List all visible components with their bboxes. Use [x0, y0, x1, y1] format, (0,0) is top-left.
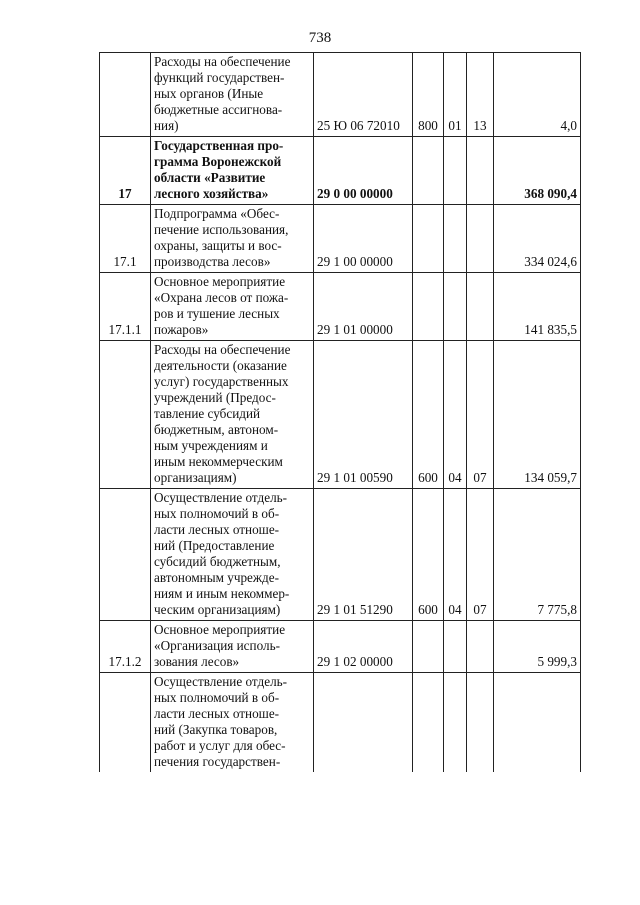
amount-cell: 7 775,8: [494, 489, 581, 621]
target-code-cell: 29 1 01 00000: [314, 273, 413, 341]
subsection-cell: [467, 673, 494, 773]
row-name-cell: [151, 273, 314, 341]
section-cell: [444, 673, 467, 773]
table-row: [100, 205, 581, 273]
row-number-cell: 17.1.1: [100, 273, 151, 341]
target-code-cell: 29 1 00 00000: [314, 205, 413, 273]
row-number-cell: [100, 673, 151, 773]
row-number-cell: [100, 341, 151, 489]
row-name-cell: [151, 489, 314, 621]
section-cell: 04: [444, 489, 467, 621]
table-row: [100, 53, 581, 137]
budget-table: [99, 52, 581, 772]
expense-type-cell: [413, 273, 444, 341]
expense-type-cell: 600: [413, 341, 444, 489]
section-cell: 01: [444, 53, 467, 137]
subsection-cell: 07: [467, 489, 494, 621]
target-code-cell: 29 1 01 51290: [314, 489, 413, 621]
amount-cell: [494, 673, 581, 773]
row-number-cell: 17.1: [100, 205, 151, 273]
row-name-cell: [151, 137, 314, 205]
table-row: [100, 341, 581, 489]
expense-type-cell: 600: [413, 489, 444, 621]
row-number-cell: 17.1.2: [100, 621, 151, 673]
subsection-cell: [467, 137, 494, 205]
row-name: Осуществление отдель- ных полномочий в об- ласти лесных отноше- ний (Закупка товаров, работ и услуг для обес- печения государствен-: [154, 674, 288, 769]
row-name: Основное мероприятие «Охрана лесов от пожа- ров и тушение лесных пожаров»: [154, 274, 289, 337]
subsection-cell: 07: [467, 341, 494, 489]
subsection-cell: [467, 205, 494, 273]
row-name-cell: [151, 621, 314, 673]
amount-cell: 334 024,6: [494, 205, 581, 273]
table-row: [100, 273, 581, 341]
expense-type-cell: 800: [413, 53, 444, 137]
table-row: [100, 673, 581, 773]
amount-cell: 5 999,3: [494, 621, 581, 673]
target-code-cell: 29 1 01 00590: [314, 341, 413, 489]
row-name: Расходы на обеспечение деятельности (оказание услуг) государственных учреждений (Предос- тавление субсидий бюджетным, автоном- ным учреждениям и иным некоммерческим организациям): [154, 342, 291, 485]
row-number-cell: [100, 489, 151, 621]
table-row: [100, 137, 581, 205]
table-row: [100, 489, 581, 621]
row-name: Государственная про- грамма Воронежской области «Развитие лесного хозяйства»: [154, 138, 284, 201]
subsection-cell: 13: [467, 53, 494, 137]
target-code-cell: 29 1 02 00000: [314, 621, 413, 673]
row-name: Основное мероприятие «Организация исполь- зования лесов»: [154, 622, 286, 669]
amount-cell: 368 090,4: [494, 137, 581, 205]
expense-type-cell: [413, 205, 444, 273]
table-row: [100, 621, 581, 673]
section-cell: [444, 205, 467, 273]
target-code-cell: [314, 673, 413, 773]
amount-cell: 134 059,7: [494, 341, 581, 489]
row-number-cell: 17: [100, 137, 151, 205]
row-name-cell: [151, 673, 314, 773]
row-number-cell: [100, 53, 151, 137]
row-name-cell: [151, 53, 314, 137]
row-name: Расходы на обеспечение функций государствен- ных органов (Иные бюджетные ассигнова- ния): [154, 54, 291, 133]
subsection-cell: [467, 621, 494, 673]
amount-cell: 4,0: [494, 53, 581, 137]
row-name-cell: [151, 341, 314, 489]
subsection-cell: [467, 273, 494, 341]
expense-type-cell: [413, 621, 444, 673]
expense-type-cell: [413, 137, 444, 205]
section-cell: [444, 621, 467, 673]
amount-cell: 141 835,5: [494, 273, 581, 341]
section-cell: 04: [444, 341, 467, 489]
page-number: 738: [308, 30, 332, 46]
target-code-cell: 25 Ю 06 72010: [314, 53, 413, 137]
target-code-cell: 29 0 00 00000: [314, 137, 413, 205]
expense-type-cell: [413, 673, 444, 773]
section-cell: [444, 137, 467, 205]
row-name-cell: [151, 205, 314, 273]
row-name: Осуществление отдель- ных полномочий в об- ласти лесных отноше- ний (Предоставление субсидий бюджетным, автономным учрежде- ниям и иным некоммер- ческим организациям): [154, 490, 290, 617]
row-name: Подпрограмма «Обес- печение использования, охраны, защиты и вос- производства лесов»: [154, 206, 289, 269]
section-cell: [444, 273, 467, 341]
